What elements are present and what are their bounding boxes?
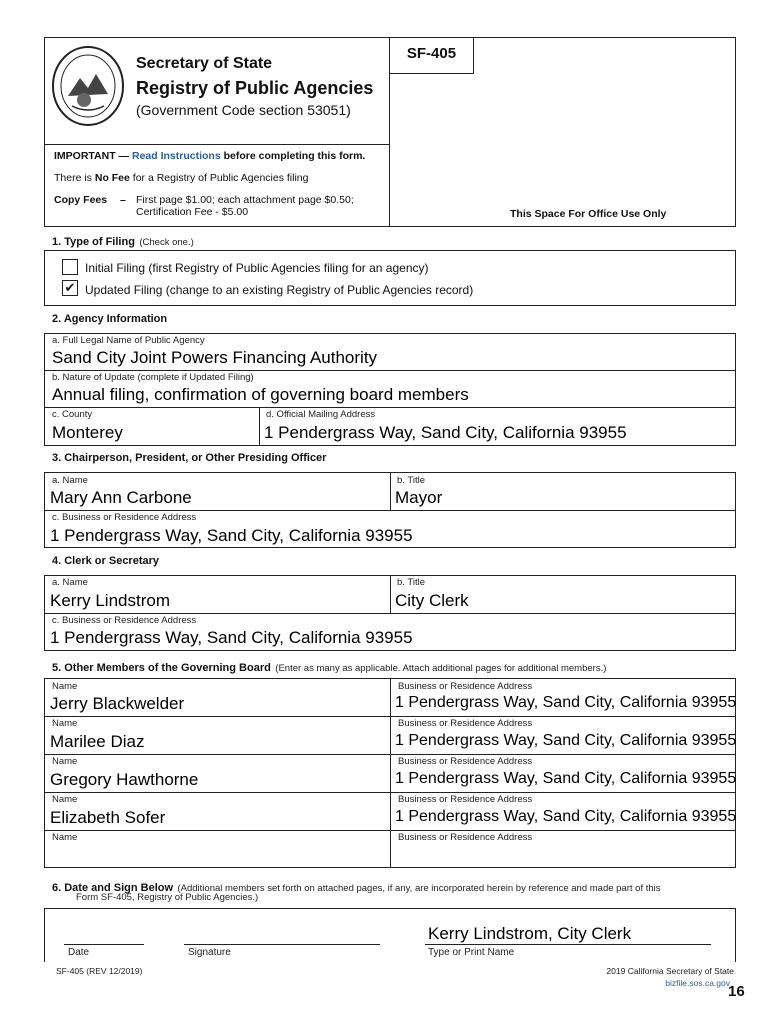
members-col-divider	[390, 678, 391, 868]
member-2-address-field[interactable]: 1 Pendergrass Way, Sand City, California 93955	[395, 732, 737, 749]
section5-heading	[52, 658, 606, 676]
member-4-name-label: Name	[52, 794, 78, 805]
registry-name: Registry of Public Agencies	[136, 78, 374, 98]
member-1-name-field[interactable]: Jerry Blackwelder	[50, 694, 185, 713]
members-row-divider-3	[44, 792, 736, 793]
member-1-address-field[interactable]: 1 Pendergrass Way, Sand City, California 93955	[395, 694, 737, 711]
fee-line	[54, 172, 308, 184]
section4-title: 4. Clerk or Secretary	[52, 555, 160, 567]
clerk-row-divider	[44, 613, 736, 614]
printed-name-label: Type or Print Name	[428, 947, 515, 958]
fee-prefix: There is	[54, 172, 92, 184]
member-3-name-label: Name	[52, 756, 78, 767]
county-label: c. County	[52, 409, 93, 420]
read-instructions-link[interactable]: Read Instructions	[131, 150, 221, 162]
clerk-name-label: a. Name	[52, 577, 88, 588]
copy-fees-label: Copy Fees	[54, 194, 108, 206]
no-fee: No Fee	[94, 172, 130, 184]
important-prefix: IMPORTANT —	[54, 150, 130, 162]
clerk-col-divider	[390, 575, 391, 613]
important-line	[54, 150, 365, 162]
section1-heading	[52, 232, 194, 250]
signature-line	[184, 944, 380, 945]
legal-name-field[interactable]: Sand City Joint Powers Financing Authority	[52, 348, 378, 367]
initial-filing-label: Initial Filing (first Registry of Public Agencies filing for an agency)	[85, 261, 429, 275]
page-number: 16	[728, 983, 745, 1000]
members-row-divider-2	[44, 754, 736, 755]
form-id: SF-405	[406, 45, 457, 62]
header-divider-horizontal	[44, 144, 389, 145]
member-2-name-label: Name	[52, 718, 78, 729]
agency-row-divider-1	[44, 370, 736, 371]
mailing-label: d. Official Mailing Address	[266, 409, 376, 420]
section1-hint: (Check one.)	[139, 237, 194, 248]
copy-fees-dash: –	[120, 194, 126, 206]
section3-title: 3. Chairperson, President, or Other Presiding Officer	[52, 452, 327, 464]
county-field[interactable]: Monterey	[52, 423, 123, 442]
member-3-address-field[interactable]: 1 Pendergrass Way, Sand City, California 93955	[395, 770, 737, 787]
office-use-label: This Space For Office Use Only	[510, 208, 667, 220]
legal-name-label: a. Full Legal Name of Public Agency	[52, 335, 205, 346]
agency-row-divider-2	[44, 407, 736, 408]
member-1-name-label: Name	[52, 681, 78, 692]
date-line	[64, 944, 144, 945]
date-label: Date	[68, 947, 90, 958]
nature-field[interactable]: Annual filing, confirmation of governing board members	[52, 385, 469, 404]
form-revision: SF-405 (REV 12/2019)	[56, 966, 143, 976]
clerk-title-label: b. Title	[397, 577, 425, 588]
copy-fees-line2: Certification Fee - $5.00	[136, 206, 249, 218]
member-2-name-field[interactable]: Marilee Diaz	[50, 732, 145, 751]
section2-title: 2. Agency Information	[52, 313, 168, 325]
chair-name-field[interactable]: Mary Ann Carbone	[50, 488, 192, 507]
agency-name: Secretary of State	[136, 55, 273, 72]
section5-title: 5. Other Members of the Governing Board	[52, 662, 271, 674]
printed-name-line	[425, 944, 711, 945]
chair-col-divider	[390, 472, 391, 510]
member-4-address-label: Business or Residence Address	[398, 794, 533, 805]
member-5-address-label: Business or Residence Address	[398, 832, 533, 843]
state-seal-icon	[50, 44, 126, 128]
agency-col-divider	[259, 407, 260, 446]
section5-hint: (Enter as many as applicable. Attach additional pages for additional members.)	[275, 663, 607, 674]
chair-address-field[interactable]: 1 Pendergrass Way, Sand City, California 93955	[50, 526, 413, 545]
code-reference: (Government Code section 53051)	[136, 102, 351, 118]
chair-title-label: b. Title	[397, 475, 425, 486]
section6-title: 6. Date and Sign Below	[52, 882, 174, 894]
member-3-name-field[interactable]: Gregory Hawthorne	[50, 770, 199, 789]
member-3-address-label: Business or Residence Address	[398, 756, 533, 767]
section1-title: 1. Type of Filing	[52, 236, 135, 248]
updated-filing-checkbox[interactable]: ✔	[62, 280, 78, 296]
member-4-address-field[interactable]: 1 Pendergrass Way, Sand City, California 93955	[395, 808, 737, 825]
clerk-address-label: c. Business or Residence Address	[52, 615, 197, 626]
mailing-field[interactable]: 1 Pendergrass Way, Sand City, California 93955	[264, 423, 627, 442]
updated-filing-label: Updated Filing (change to an existing Registry of Public Agencies record)	[85, 283, 474, 297]
clerk-title-field[interactable]: City Clerk	[395, 591, 469, 610]
clerk-address-field[interactable]: 1 Pendergrass Way, Sand City, California 93955	[50, 628, 413, 647]
nature-label: b. Nature of Update (complete if Updated Filing)	[52, 372, 254, 383]
members-row-divider-1	[44, 716, 736, 717]
printed-name-field[interactable]: Kerry Lindstrom, City Clerk	[428, 924, 632, 943]
bizfile-link[interactable]: bizfile.sos.ca.gov	[665, 978, 730, 988]
important-suffix: before completing this form.	[223, 150, 366, 162]
member-5-name-label: Name	[52, 832, 78, 843]
copy-fees-line1: First page $1.00; each attachment page $0.50;	[136, 194, 354, 206]
copyright: 2019 California Secretary of State	[606, 966, 734, 976]
signature-box	[44, 908, 736, 962]
signature-label: Signature	[188, 947, 231, 958]
clerk-name-field[interactable]: Kerry Lindstrom	[50, 591, 170, 610]
chair-row-divider	[44, 510, 736, 511]
members-row-divider-4	[44, 830, 736, 831]
section6-hint-line2: Form SF-405, Registry of Public Agencies.)	[76, 892, 259, 903]
fee-suffix: for a Registry of Public Agencies filing	[132, 172, 309, 184]
chair-name-label: a. Name	[52, 475, 88, 486]
member-4-name-field[interactable]: Elizabeth Sofer	[50, 808, 166, 827]
chair-title-field[interactable]: Mayor	[395, 488, 443, 507]
section6-hint-line1: (Additional members set forth on attached pages, if any, are incorporated herein by reference and made part of this	[177, 883, 661, 894]
member-1-address-label: Business or Residence Address	[398, 681, 533, 692]
initial-filing-checkbox[interactable]	[62, 259, 78, 275]
chair-address-label: c. Business or Residence Address	[52, 512, 197, 523]
member-2-address-label: Business or Residence Address	[398, 718, 533, 729]
filing-type-box	[44, 250, 736, 306]
